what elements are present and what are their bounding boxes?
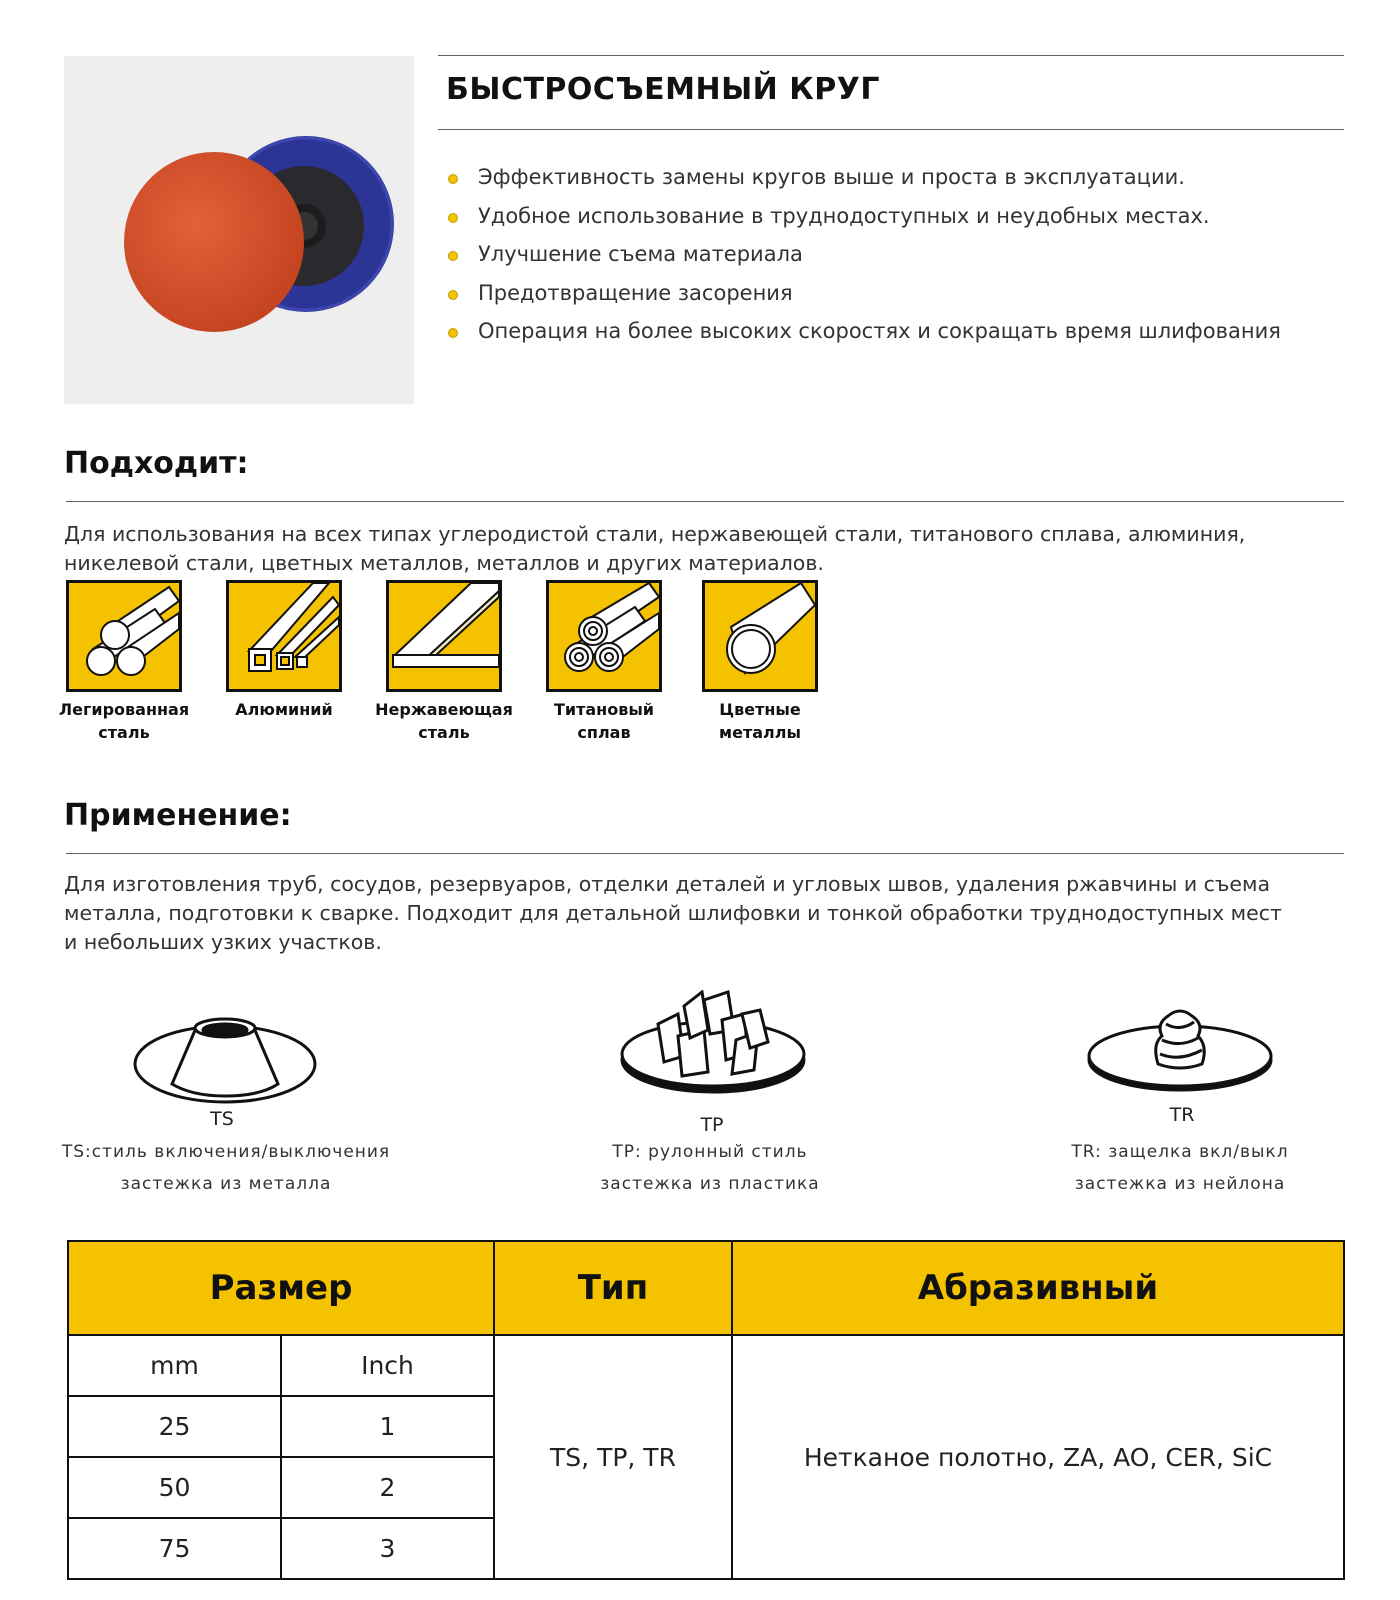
header-top-rule bbox=[438, 55, 1344, 56]
type-value: TS, TP, TR bbox=[494, 1335, 732, 1579]
product-photo bbox=[64, 56, 414, 404]
suitable-title: Подходит: bbox=[64, 446, 249, 481]
bullet-icon bbox=[448, 213, 458, 223]
profiles-icon bbox=[226, 580, 342, 692]
header-bottom-rule bbox=[438, 129, 1344, 130]
application-title: Применение: bbox=[64, 798, 292, 833]
material-label: Нержавеющая сталь bbox=[375, 700, 513, 742]
ts-fastener-icon bbox=[132, 1004, 318, 1112]
tube-icon bbox=[702, 580, 818, 692]
mm-cell: 25 bbox=[68, 1396, 281, 1457]
tr-caption: TR: защелка вкл/выкл застежка из нейлона bbox=[1071, 1142, 1289, 1194]
ts-code: TS bbox=[210, 1108, 234, 1130]
material-label: Цветные металлы bbox=[719, 700, 801, 742]
application-rule bbox=[66, 853, 1344, 854]
feature-list bbox=[446, 158, 1281, 351]
mm-cell: 50 bbox=[68, 1457, 281, 1518]
inch-cell: 1 bbox=[281, 1396, 494, 1457]
material-label: Алюминий bbox=[235, 700, 333, 719]
feature-item: Эффективность замены кругов выше и проста в эксплуатации. bbox=[446, 158, 1281, 197]
spec-table bbox=[67, 1240, 1345, 1580]
application-text: Для изготовления труб, сосудов, резервуаров, отделки деталей и угловых швов, удаления ржавчины и съема металла, подготовки к сварке. Подходит для детальной шлифовки и тонкой обработки труднодоступных мест и небольших узких участков. bbox=[64, 872, 1282, 954]
abrasive-header: Абразивный bbox=[732, 1241, 1344, 1335]
mm-cell: 75 bbox=[68, 1518, 281, 1579]
suitable-rule bbox=[66, 501, 1344, 502]
suitable-text: Для использования на всех типах углеродистой стали, нержавеющей стали, титанового сплава, алюминия, никелевой стали, цветных металлов, металлов и других материалов. bbox=[64, 522, 1246, 575]
mm-subheader: mm bbox=[68, 1335, 281, 1396]
inch-cell: 3 bbox=[281, 1518, 494, 1579]
material-label: Титановый сплав bbox=[553, 700, 655, 742]
bullet-icon bbox=[448, 328, 458, 338]
tp-code: TP bbox=[700, 1114, 724, 1136]
ts-caption: TS:стиль включения/выключения застежка из металла bbox=[61, 1142, 391, 1194]
feature-item: Операция на более высоких скоростях и сокращать время шлифования bbox=[446, 312, 1281, 351]
type-header: Тип bbox=[494, 1241, 732, 1335]
table-header-row bbox=[68, 1241, 1344, 1335]
sheet-icon bbox=[386, 580, 502, 692]
tp-fastener-icon bbox=[618, 990, 808, 1098]
feature-item: Улучшение съема материала bbox=[446, 235, 1281, 274]
product-title: БЫСТРОСЪЕМНЫЙ КРУГ bbox=[446, 72, 880, 107]
tp-caption: TP: рулонный стиль застежка из пластика bbox=[600, 1142, 820, 1194]
table-row bbox=[68, 1335, 1344, 1396]
inch-cell: 2 bbox=[281, 1457, 494, 1518]
tr-fastener-icon bbox=[1086, 1000, 1274, 1100]
tr-code: TR bbox=[1169, 1104, 1195, 1126]
abrasive-value: Нетканое полотно, ZA, AO, CER, SiC bbox=[732, 1335, 1344, 1579]
size-header: Размер bbox=[68, 1241, 494, 1335]
coils-icon bbox=[546, 580, 662, 692]
material-label: Легированная сталь bbox=[58, 700, 190, 742]
feature-item: Предотвращение засорения bbox=[446, 274, 1281, 313]
feature-item: Удобное использование в труднодоступных и неудобных местах. bbox=[446, 197, 1281, 236]
pipes-icon bbox=[66, 580, 182, 692]
inch-subheader: Inch bbox=[281, 1335, 494, 1396]
bullet-icon bbox=[448, 251, 458, 261]
bullet-icon bbox=[448, 290, 458, 300]
bullet-icon bbox=[448, 174, 458, 184]
